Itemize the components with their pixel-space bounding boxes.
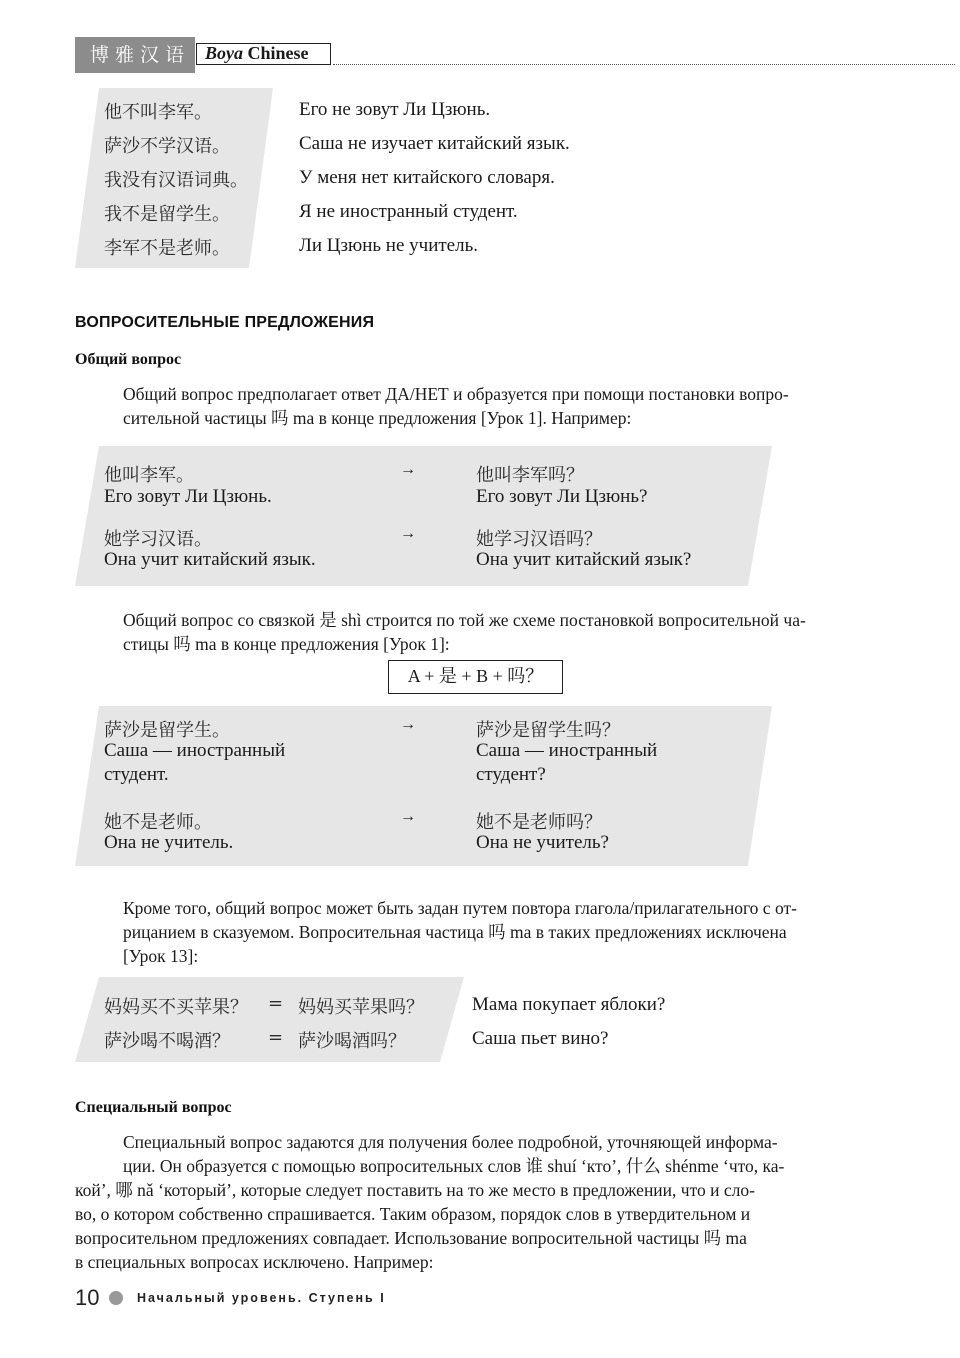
equals-sign: = (268, 993, 284, 1014)
example-ru-question: Она не учитель? (476, 832, 609, 853)
negation-cn: 李军不是老师。 (104, 238, 230, 259)
arrow-icon: → (400, 525, 416, 542)
general-question-subtitle: Общий вопрос (75, 351, 182, 368)
example-ru-question: Она учит китайский язык? (476, 549, 692, 570)
bullet-dot-icon (109, 1291, 123, 1305)
paragraph-line: вопросительном предложениях совпадает. Использование вопросительной частицы 吗 ma (75, 1228, 747, 1248)
example-cn-ma: 萨沙喝酒吗？ (298, 1031, 406, 1052)
page-number: 10 (75, 1285, 100, 1310)
example-ru-question: Саша — иностранный (476, 740, 658, 761)
header-latin-title (196, 43, 331, 65)
negation-cn: 他不叫李军。 (104, 102, 212, 123)
repeat-paragraph (123, 896, 885, 968)
example-cn-question: 萨沙是留学生吗？ (476, 720, 620, 741)
example-ru-statement: Его зовут Ли Цзюнь. (104, 486, 272, 507)
paragraph-line: Общий вопрос предполагает ответ ДА/НЕТ и образуется при помощи постановки вопро- (123, 384, 789, 404)
example-cn-statement: 他叫李军。 (104, 465, 194, 486)
copula-paragraph (123, 608, 885, 656)
general-question-intro (123, 382, 885, 430)
example-cn-statement: 她学习汉语。 (104, 529, 212, 550)
example-ru-statement: Она не учитель. (104, 832, 234, 853)
header-latin-bold: Chinese (243, 43, 309, 63)
example-cn-ma: 妈妈买苹果吗？ (298, 997, 424, 1018)
arrow-icon: → (400, 808, 416, 825)
example-ru-question: Его зовут Ли Цзюнь? (476, 486, 648, 507)
example-cn-repeat: 妈妈买不买苹果？ (104, 997, 248, 1018)
special-question-paragraph (75, 1130, 885, 1274)
equals-sign: = (268, 1027, 284, 1048)
header-chinese-title: 博雅汉语 (75, 37, 195, 73)
negation-ru: Я не иностранный студент. (299, 201, 518, 222)
example-cn-question: 她不是老师吗？ (476, 812, 602, 833)
negation-ru: У меня нет китайского словаря. (299, 167, 555, 188)
example-ru-statement: студент. (104, 764, 169, 785)
example-cn-question: 她学习汉语吗？ (476, 529, 602, 550)
header-latin-italic: Boya (205, 43, 243, 63)
negation-cn: 我没有汉语词典。 (104, 170, 248, 191)
example-ru-translation: Мама покупает яблоки? (472, 994, 666, 1015)
paragraph-line: ции. Он образуется с помощью вопросительных слов 谁 shuí ‘кто’, 什么 shénme ‘что, ка- (123, 1156, 785, 1176)
paragraph-line: сительной частицы 吗 ma в конце предложения [Урок 1]. Например: (123, 408, 632, 428)
example-cn-statement: 她不是老师。 (104, 812, 212, 833)
arrow-icon: → (400, 716, 416, 733)
paragraph-line: [Урок 13]: (123, 946, 199, 966)
example-ru-translation: Саша пьет вино? (472, 1028, 609, 1049)
negation-ru: Его не зовут Ли Цзюнь. (299, 99, 491, 120)
example-ru-statement: Она учит китайский язык. (104, 549, 316, 570)
example-cn-statement: 萨沙是留学生。 (104, 720, 230, 741)
arrow-icon: → (400, 461, 416, 478)
copula-formula: A + 是 + B + 吗？ (388, 660, 563, 694)
paragraph-line: рицанием в сказуемом. Вопросительная частица 吗 ma в таких предложениях исключена (123, 922, 787, 942)
example-cn-repeat: 萨沙喝不喝酒？ (104, 1031, 230, 1052)
example-cn-question: 他叫李军吗？ (476, 465, 584, 486)
negation-cn: 萨沙不学汉语。 (104, 136, 230, 157)
paragraph-line: в специальных вопросах исключено. Например: (75, 1252, 434, 1272)
negation-ru: Ли Цзюнь не учитель. (299, 235, 479, 256)
example-ru-statement: Саша — иностранный (104, 740, 286, 761)
example-ru-question: студент? (476, 764, 546, 785)
paragraph-line: Специальный вопрос задаются для получения более подробной, уточняющей информа- (123, 1132, 778, 1152)
negation-cn: 我不是留学生。 (104, 204, 230, 225)
running-title: Начальный уровень. Ступень I (137, 1291, 386, 1305)
special-question-subtitle: Специальный вопрос (75, 1099, 232, 1116)
paragraph-line: во, о котором собственно спрашивается. Таким образом, порядок слов в утвердительном и (75, 1204, 751, 1224)
negation-ru: Саша не изучает китайский язык. (299, 133, 570, 154)
paragraph-line: Общий вопрос со связкой 是 shì строится по той же схеме постановкой вопросительной ча- (123, 610, 806, 630)
header-dotted-rule (333, 64, 955, 65)
paragraph-line: кой’, 哪 nǎ ‘который’, которые следует поставить на то же место в предложении, что и сло- (75, 1180, 755, 1200)
section-title: ВОПРОСИТЕЛЬНЫЕ ПРЕДЛОЖЕНИЯ (75, 314, 375, 331)
paragraph-line: Кроме того, общий вопрос может быть задан путем повтора глагола/прилагательного с от- (123, 898, 797, 918)
paragraph-line: стицы 吗 ma в конце предложения [Урок 1]: (123, 634, 450, 654)
